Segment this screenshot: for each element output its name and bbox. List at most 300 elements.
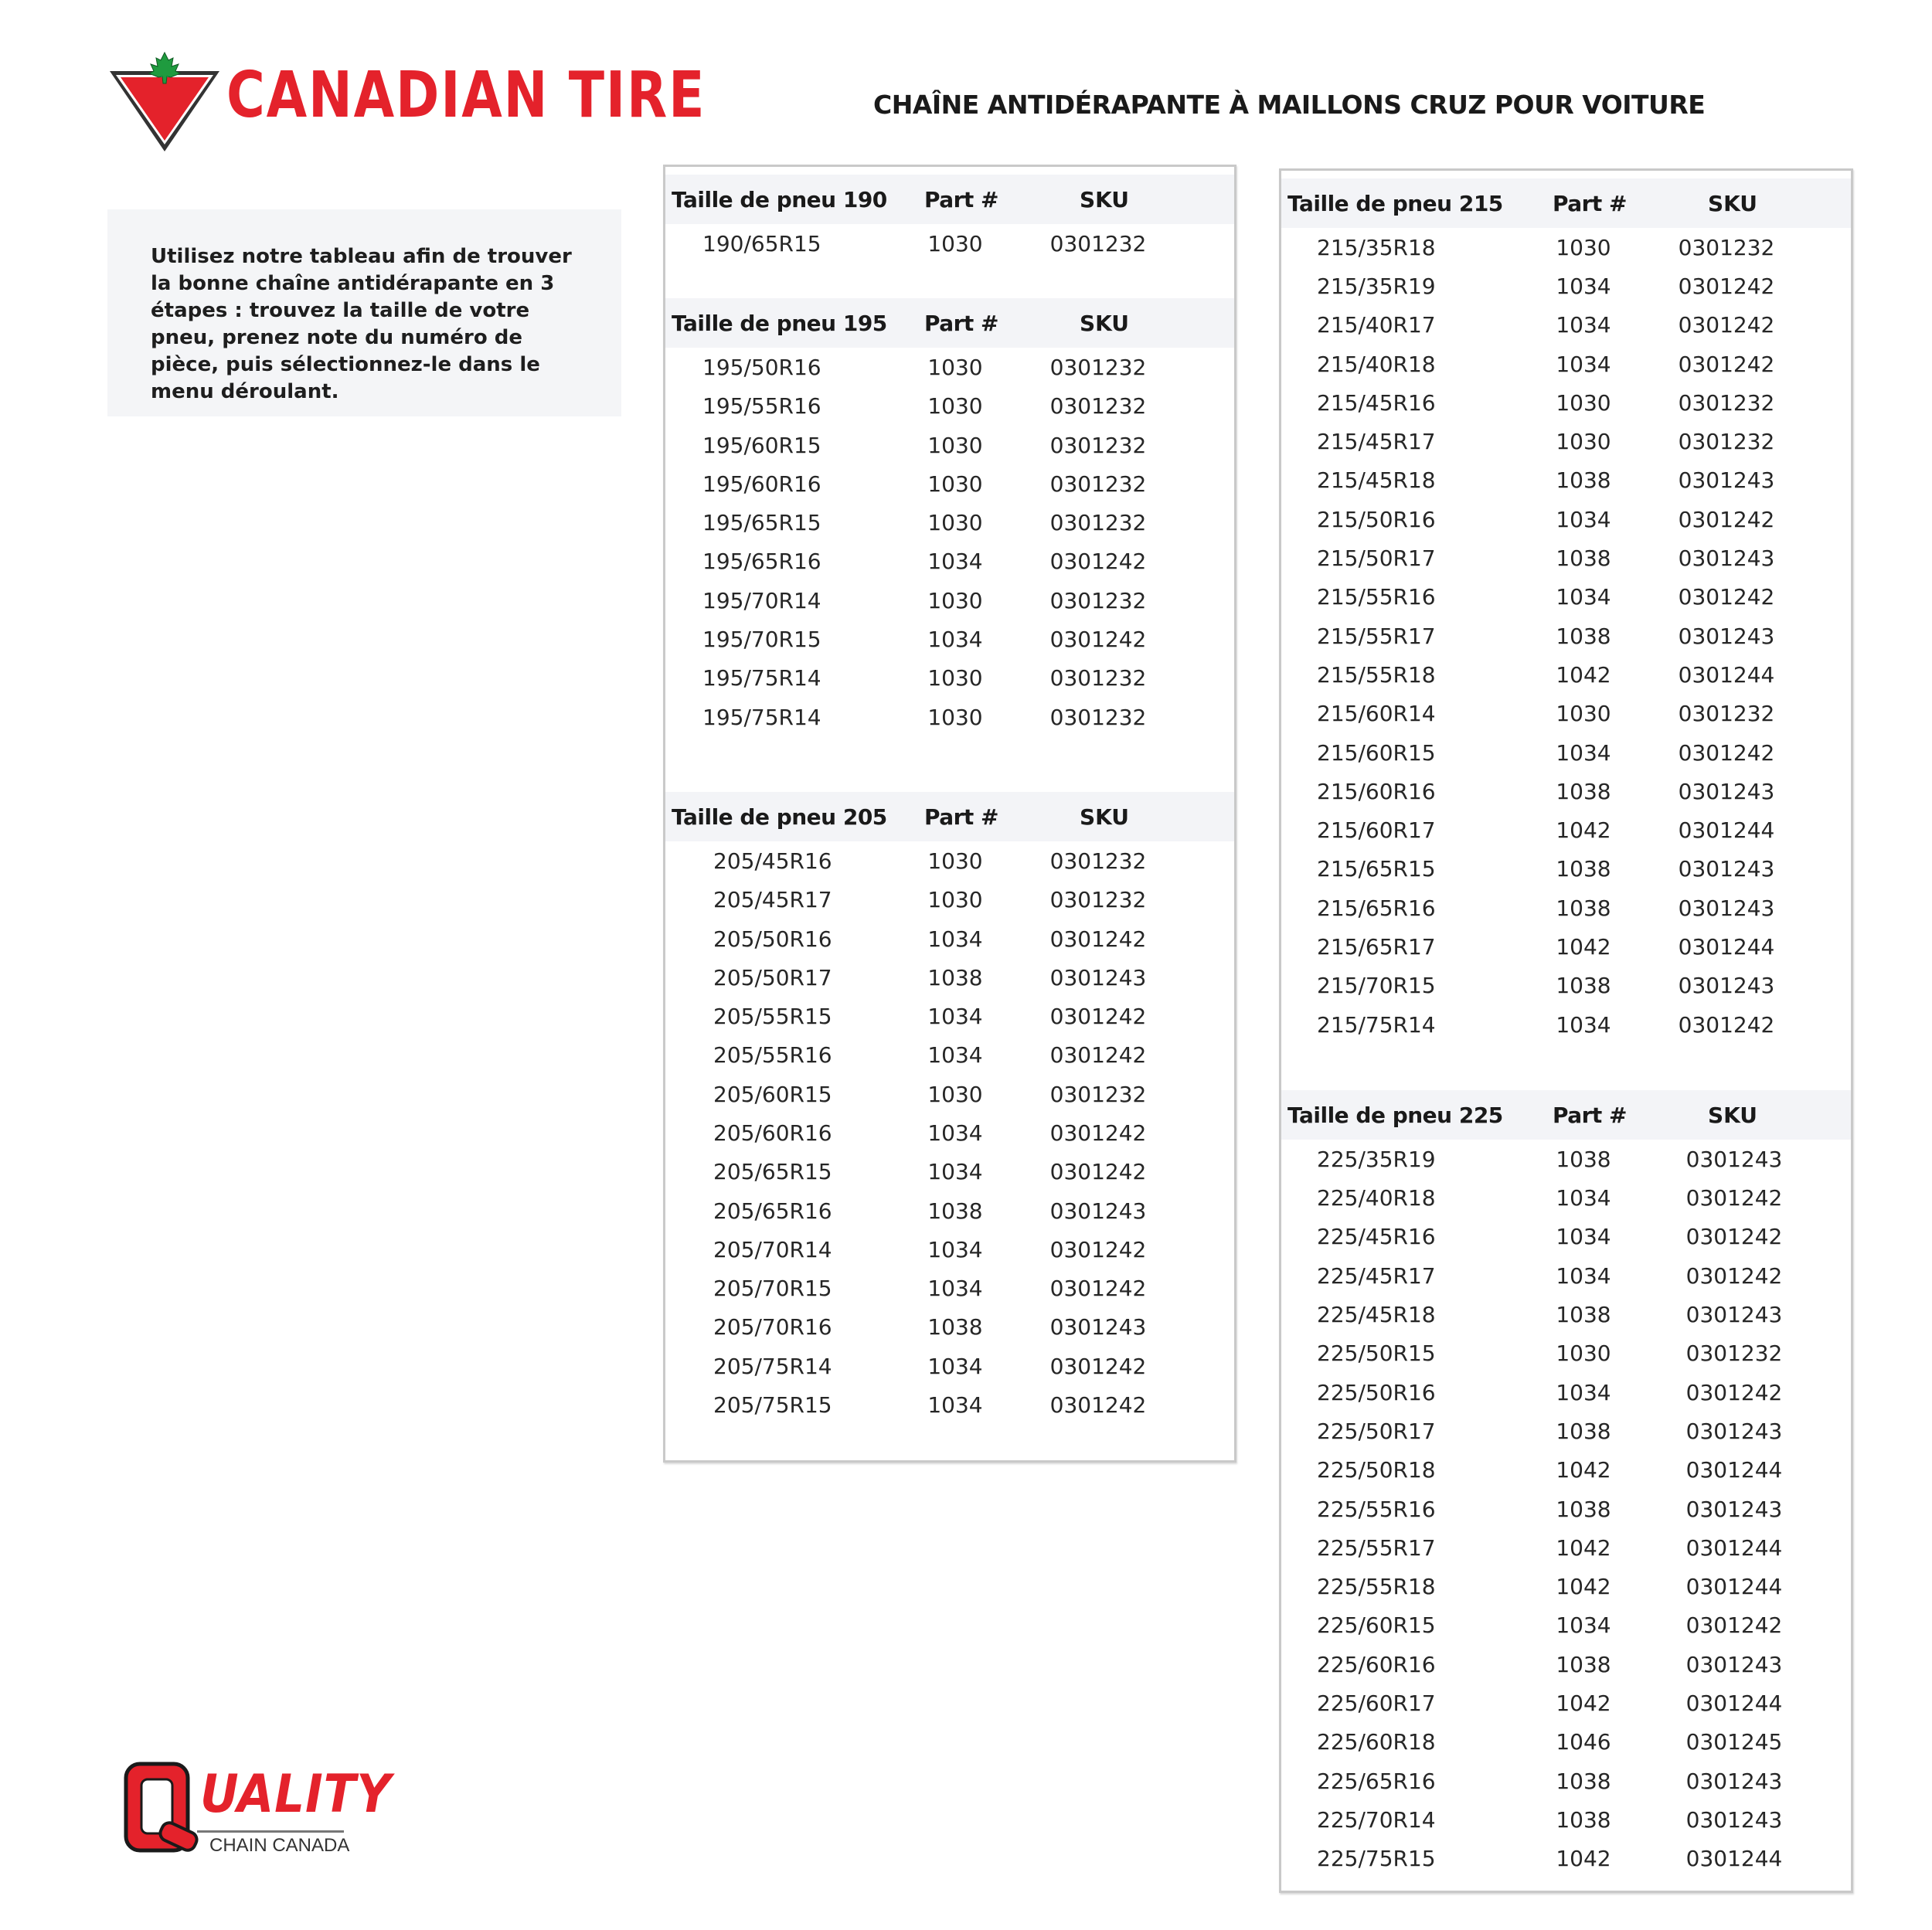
table-row bbox=[665, 1153, 1234, 1191]
table-row bbox=[1281, 1606, 1851, 1645]
part-number-cell: 1030 bbox=[927, 354, 983, 380]
part-number-cell: 1030 bbox=[927, 393, 983, 420]
part-number-cell: 1034 bbox=[927, 1392, 983, 1419]
sku-cell: 0301242 bbox=[1049, 627, 1147, 653]
part-number-cell: 1038 bbox=[1556, 778, 1611, 804]
sku-cell: 0301242 bbox=[1678, 506, 1775, 532]
tire-size-cell: 215/55R18 bbox=[1317, 661, 1436, 688]
sku-cell: 0301243 bbox=[1049, 1314, 1147, 1340]
sku-cell: 0301242 bbox=[1678, 312, 1775, 338]
part-number-cell: 1034 bbox=[927, 1159, 983, 1185]
tire-size-cell: 195/60R16 bbox=[702, 471, 821, 497]
column-header-part: Part # bbox=[923, 186, 999, 212]
sku-cell: 0301243 bbox=[1678, 467, 1775, 494]
table-row bbox=[1281, 967, 1851, 1005]
part-number-cell: 1038 bbox=[1556, 1651, 1611, 1677]
group-heading: Taille de pneu 195 bbox=[672, 310, 887, 336]
part-number-cell: 1034 bbox=[1556, 273, 1611, 299]
table-row bbox=[665, 1385, 1234, 1424]
table-row bbox=[1281, 306, 1851, 345]
column-header-sku: SKU bbox=[1079, 310, 1130, 336]
sku-cell: 0301232 bbox=[1049, 393, 1147, 420]
size-group-190 bbox=[665, 175, 1234, 263]
tire-size-cell: 225/40R18 bbox=[1317, 1185, 1436, 1211]
sku-cell: 0301232 bbox=[1049, 887, 1147, 913]
tire-size-cell: 205/60R15 bbox=[713, 1081, 832, 1107]
table-row bbox=[1281, 1412, 1851, 1450]
group-header bbox=[665, 175, 1234, 224]
table-row bbox=[665, 841, 1234, 880]
table-row bbox=[665, 1269, 1234, 1308]
tire-size-cell: 225/35R19 bbox=[1317, 1146, 1436, 1172]
tire-size-cell: 205/65R16 bbox=[713, 1198, 832, 1224]
table-row bbox=[1281, 1568, 1851, 1606]
part-number-cell: 1034 bbox=[927, 549, 983, 575]
part-number-cell: 1042 bbox=[1556, 1457, 1611, 1483]
sku-cell: 0301243 bbox=[1678, 856, 1775, 882]
tire-size-cell: 195/55R16 bbox=[702, 393, 821, 420]
part-number-cell: 1038 bbox=[1556, 545, 1611, 572]
sku-cell: 0301243 bbox=[1685, 1768, 1783, 1794]
table-row bbox=[665, 426, 1234, 464]
part-number-cell: 1034 bbox=[1556, 506, 1611, 532]
table-row bbox=[665, 1036, 1234, 1075]
sku-cell: 0301232 bbox=[1049, 510, 1147, 536]
column-header-part: Part # bbox=[923, 804, 999, 830]
tire-size-cell: 215/35R18 bbox=[1317, 234, 1436, 260]
part-number-cell: 1034 bbox=[1556, 1262, 1611, 1289]
sku-cell: 0301232 bbox=[1049, 230, 1147, 257]
table-row bbox=[665, 881, 1234, 919]
table-row bbox=[1281, 810, 1851, 849]
tire-size-cell: 215/55R17 bbox=[1317, 623, 1436, 649]
part-number-cell: 1030 bbox=[1556, 701, 1611, 727]
tire-size-cell: 205/45R16 bbox=[713, 848, 832, 874]
sku-cell: 0301232 bbox=[1678, 234, 1775, 260]
tire-size-cell: 195/75R14 bbox=[702, 665, 821, 691]
group-header bbox=[665, 792, 1234, 841]
group-heading: Taille de pneu 215 bbox=[1287, 190, 1503, 216]
part-number-cell: 1030 bbox=[927, 665, 983, 691]
table-row bbox=[1281, 1451, 1851, 1490]
tire-size-cell: 225/60R16 bbox=[1317, 1651, 1436, 1677]
part-number-cell: 1038 bbox=[927, 1198, 983, 1224]
canadian-tire-triangle-icon bbox=[107, 48, 223, 156]
sku-cell: 0301232 bbox=[1049, 704, 1147, 730]
table-row bbox=[1281, 345, 1851, 383]
sku-cell: 0301242 bbox=[1049, 1353, 1147, 1379]
part-number-cell: 1034 bbox=[1556, 1224, 1611, 1250]
part-number-cell: 1038 bbox=[1556, 1302, 1611, 1328]
sku-cell: 0301243 bbox=[1685, 1302, 1783, 1328]
sku-cell: 0301232 bbox=[1678, 701, 1775, 727]
table-row bbox=[1281, 1645, 1851, 1684]
column-header-sku: SKU bbox=[1079, 804, 1130, 830]
part-number-cell: 1038 bbox=[1556, 973, 1611, 999]
part-number-cell: 1042 bbox=[1556, 1690, 1611, 1717]
table-row bbox=[1281, 1218, 1851, 1256]
tire-size-cell: 225/50R17 bbox=[1317, 1418, 1436, 1444]
part-number-cell: 1034 bbox=[927, 1120, 983, 1146]
sku-cell: 0301232 bbox=[1678, 429, 1775, 455]
tire-size-cell: 215/45R18 bbox=[1317, 467, 1436, 494]
table-row bbox=[665, 620, 1234, 658]
tire-size-cell: 225/70R14 bbox=[1317, 1806, 1436, 1833]
tire-size-cell: 205/50R16 bbox=[713, 926, 832, 952]
sku-cell: 0301243 bbox=[1685, 1651, 1783, 1677]
column-header-part: Part # bbox=[1552, 190, 1628, 216]
part-number-cell: 1030 bbox=[927, 230, 983, 257]
size-table-right bbox=[1279, 168, 1853, 1893]
sku-cell: 0301244 bbox=[1678, 817, 1775, 844]
sku-cell: 0301244 bbox=[1678, 933, 1775, 960]
part-number-cell: 1030 bbox=[1556, 429, 1611, 455]
tire-size-cell: 215/60R14 bbox=[1317, 701, 1436, 727]
tire-size-cell: 225/45R16 bbox=[1317, 1224, 1436, 1250]
tire-size-cell: 195/70R14 bbox=[702, 587, 821, 613]
sku-cell: 0301242 bbox=[1049, 549, 1147, 575]
part-number-cell: 1038 bbox=[1556, 1146, 1611, 1172]
part-number-cell: 1038 bbox=[1556, 1418, 1611, 1444]
tire-size-cell: 195/70R15 bbox=[702, 627, 821, 653]
size-group-225 bbox=[1281, 1090, 1851, 1878]
part-number-cell: 1034 bbox=[1556, 1185, 1611, 1211]
part-number-cell: 1034 bbox=[927, 1042, 983, 1069]
tire-size-cell: 215/55R16 bbox=[1317, 584, 1436, 610]
sku-cell: 0301232 bbox=[1049, 1081, 1147, 1107]
table-row bbox=[1281, 850, 1851, 889]
sku-cell: 0301243 bbox=[1678, 778, 1775, 804]
table-row bbox=[1281, 1490, 1851, 1528]
tire-size-cell: 205/45R17 bbox=[713, 887, 832, 913]
tire-size-cell: 215/50R17 bbox=[1317, 545, 1436, 572]
table-row bbox=[1281, 695, 1851, 733]
sku-cell: 0301242 bbox=[1685, 1612, 1783, 1639]
sku-cell: 0301244 bbox=[1685, 1846, 1783, 1872]
tire-size-cell: 215/65R15 bbox=[1317, 856, 1436, 882]
tire-size-cell: 225/60R17 bbox=[1317, 1690, 1436, 1717]
table-row bbox=[1281, 927, 1851, 966]
tire-size-cell: 205/55R15 bbox=[713, 1004, 832, 1030]
sku-cell: 0301242 bbox=[1049, 1042, 1147, 1069]
table-row bbox=[1281, 422, 1851, 460]
part-number-cell: 1042 bbox=[1556, 1534, 1611, 1561]
table-row bbox=[1281, 539, 1851, 577]
table-row bbox=[665, 503, 1234, 542]
tire-size-cell: 205/50R17 bbox=[713, 964, 832, 990]
sku-cell: 0301242 bbox=[1685, 1379, 1783, 1405]
quality-divider bbox=[197, 1830, 344, 1833]
tire-size-cell: 205/70R16 bbox=[713, 1314, 832, 1340]
table-row bbox=[1281, 1528, 1851, 1567]
size-group-205 bbox=[665, 792, 1234, 1424]
table-row bbox=[1281, 500, 1851, 539]
part-number-cell: 1034 bbox=[1556, 584, 1611, 610]
tire-size-cell: 225/45R17 bbox=[1317, 1262, 1436, 1289]
table-row bbox=[665, 581, 1234, 620]
table-row bbox=[665, 1230, 1234, 1269]
table-row bbox=[1281, 1334, 1851, 1373]
tire-size-cell: 215/65R16 bbox=[1317, 895, 1436, 921]
part-number-cell: 1030 bbox=[927, 1081, 983, 1107]
table-row bbox=[1281, 1295, 1851, 1334]
table-row bbox=[665, 542, 1234, 581]
tire-size-cell: 215/65R17 bbox=[1317, 933, 1436, 960]
sku-cell: 0301242 bbox=[1049, 1236, 1147, 1262]
table-row bbox=[665, 1347, 1234, 1385]
part-number-cell: 1038 bbox=[927, 1314, 983, 1340]
tire-size-cell: 215/35R19 bbox=[1317, 273, 1436, 299]
table-row bbox=[1281, 1723, 1851, 1762]
column-header-sku: SKU bbox=[1707, 190, 1758, 216]
instructions-text: Utilisez notre tableau afin de trouver la bonne chaîne antidérapante en 3 étapes : trouvez la taille de votre pneu, prenez note du numéro de pièce, puis sélectionnez-le dans le menu déroulant. bbox=[151, 245, 572, 403]
part-number-cell: 1038 bbox=[1556, 1768, 1611, 1794]
tire-size-cell: 225/50R16 bbox=[1317, 1379, 1436, 1405]
table-row bbox=[665, 958, 1234, 997]
size-table-left bbox=[663, 165, 1236, 1463]
part-number-cell: 1046 bbox=[1556, 1729, 1611, 1755]
tire-size-cell: 215/40R17 bbox=[1317, 312, 1436, 338]
tire-size-cell: 225/60R18 bbox=[1317, 1729, 1436, 1755]
sku-cell: 0301232 bbox=[1049, 848, 1147, 874]
table-row bbox=[1281, 383, 1851, 422]
sku-cell: 0301243 bbox=[1049, 1198, 1147, 1224]
tire-size-cell: 205/75R14 bbox=[713, 1353, 832, 1379]
part-number-cell: 1038 bbox=[1556, 856, 1611, 882]
quality-chain-logo bbox=[120, 1758, 392, 1866]
part-number-cell: 1034 bbox=[1556, 739, 1611, 766]
part-number-cell: 1030 bbox=[927, 471, 983, 497]
part-number-cell: 1038 bbox=[1556, 1496, 1611, 1522]
tire-size-cell: 215/45R17 bbox=[1317, 429, 1436, 455]
table-row bbox=[665, 464, 1234, 503]
table-row bbox=[1281, 461, 1851, 500]
table-row bbox=[1281, 772, 1851, 810]
sku-cell: 0301244 bbox=[1685, 1574, 1783, 1600]
part-number-cell: 1034 bbox=[1556, 1612, 1611, 1639]
sku-cell: 0301242 bbox=[1049, 1004, 1147, 1030]
part-number-cell: 1042 bbox=[1556, 661, 1611, 688]
tire-size-cell: 225/55R17 bbox=[1317, 1534, 1436, 1561]
sku-cell: 0301243 bbox=[1685, 1146, 1783, 1172]
chain-link-q-icon bbox=[120, 1758, 205, 1866]
tire-size-cell: 195/50R16 bbox=[702, 354, 821, 380]
part-number-cell: 1034 bbox=[927, 1236, 983, 1262]
sku-cell: 0301232 bbox=[1049, 471, 1147, 497]
tire-size-cell: 205/60R16 bbox=[713, 1120, 832, 1146]
sku-cell: 0301242 bbox=[1049, 1120, 1147, 1146]
part-number-cell: 1030 bbox=[927, 432, 983, 458]
tire-size-cell: 195/65R16 bbox=[702, 549, 821, 575]
quality-tagline: CHAIN CANADA bbox=[209, 1835, 350, 1856]
sku-cell: 0301244 bbox=[1685, 1690, 1783, 1717]
tire-size-cell: 225/50R15 bbox=[1317, 1340, 1436, 1367]
instructions-box bbox=[107, 209, 621, 416]
sku-cell: 0301243 bbox=[1685, 1418, 1783, 1444]
table-row bbox=[665, 224, 1234, 263]
sku-cell: 0301243 bbox=[1678, 545, 1775, 572]
table-row bbox=[665, 1308, 1234, 1347]
sku-cell: 0301242 bbox=[1678, 584, 1775, 610]
sku-cell: 0301242 bbox=[1685, 1224, 1783, 1250]
part-number-cell: 1034 bbox=[1556, 1379, 1611, 1405]
sku-cell: 0301243 bbox=[1049, 964, 1147, 990]
table-row bbox=[665, 1191, 1234, 1230]
part-number-cell: 1030 bbox=[927, 848, 983, 874]
tire-size-cell: 195/75R14 bbox=[702, 704, 821, 730]
group-heading: Taille de pneu 225 bbox=[1287, 1102, 1503, 1128]
sku-cell: 0301232 bbox=[1049, 587, 1147, 613]
tire-size-cell: 190/65R15 bbox=[702, 230, 821, 257]
sku-cell: 0301244 bbox=[1685, 1457, 1783, 1483]
part-number-cell: 1034 bbox=[927, 926, 983, 952]
tire-size-cell: 195/65R15 bbox=[702, 510, 821, 536]
sku-cell: 0301244 bbox=[1685, 1534, 1783, 1561]
sku-cell: 0301242 bbox=[1049, 1159, 1147, 1185]
part-number-cell: 1038 bbox=[1556, 623, 1611, 649]
sku-cell: 0301232 bbox=[1685, 1340, 1783, 1367]
sku-cell: 0301232 bbox=[1049, 665, 1147, 691]
tire-size-cell: 215/70R15 bbox=[1317, 973, 1436, 999]
size-group-195 bbox=[665, 298, 1234, 736]
part-number-cell: 1034 bbox=[927, 627, 983, 653]
table-row bbox=[1281, 1800, 1851, 1839]
table-row bbox=[1281, 733, 1851, 772]
sku-cell: 0301242 bbox=[1685, 1185, 1783, 1211]
table-row bbox=[1281, 578, 1851, 617]
part-number-cell: 1030 bbox=[1556, 1340, 1611, 1367]
sku-cell: 0301243 bbox=[1678, 973, 1775, 999]
sku-cell: 0301243 bbox=[1685, 1496, 1783, 1522]
sku-cell: 0301232 bbox=[1049, 354, 1147, 380]
tire-size-cell: 195/60R15 bbox=[702, 432, 821, 458]
sku-cell: 0301243 bbox=[1678, 623, 1775, 649]
page-title: CHAÎNE ANTIDÉRAPANTE À MAILLONS CRUZ POUR VOITURE bbox=[873, 90, 1706, 120]
table-row bbox=[665, 348, 1234, 386]
part-number-cell: 1034 bbox=[1556, 312, 1611, 338]
tire-size-cell: 225/55R18 bbox=[1317, 1574, 1436, 1600]
table-row bbox=[665, 387, 1234, 426]
table-row bbox=[1281, 617, 1851, 655]
table-row bbox=[665, 698, 1234, 736]
table-row bbox=[1281, 228, 1851, 267]
tire-size-cell: 215/40R18 bbox=[1317, 351, 1436, 377]
tire-size-cell: 205/70R15 bbox=[713, 1276, 832, 1302]
tire-size-cell: 225/75R15 bbox=[1317, 1846, 1436, 1872]
part-number-cell: 1034 bbox=[1556, 1011, 1611, 1038]
group-header bbox=[1281, 1090, 1851, 1140]
part-number-cell: 1034 bbox=[1556, 351, 1611, 377]
tire-size-cell: 225/55R16 bbox=[1317, 1496, 1436, 1522]
group-heading: Taille de pneu 190 bbox=[672, 186, 887, 212]
sku-cell: 0301242 bbox=[1678, 1011, 1775, 1038]
table-row bbox=[1281, 1140, 1851, 1178]
tire-size-cell: 205/70R14 bbox=[713, 1236, 832, 1262]
part-number-cell: 1042 bbox=[1556, 817, 1611, 844]
part-number-cell: 1030 bbox=[927, 587, 983, 613]
part-number-cell: 1030 bbox=[927, 704, 983, 730]
canadian-tire-logo bbox=[107, 48, 706, 156]
group-heading: Taille de pneu 205 bbox=[672, 804, 887, 830]
part-number-cell: 1030 bbox=[927, 510, 983, 536]
tire-size-cell: 205/75R15 bbox=[713, 1392, 832, 1419]
part-number-cell: 1038 bbox=[1556, 1806, 1611, 1833]
quality-wordmark: UALITY bbox=[200, 1764, 392, 1825]
column-header-sku: SKU bbox=[1079, 186, 1130, 212]
part-number-cell: 1030 bbox=[1556, 234, 1611, 260]
sku-cell: 0301242 bbox=[1678, 273, 1775, 299]
group-header bbox=[665, 298, 1234, 348]
sku-cell: 0301232 bbox=[1678, 389, 1775, 416]
tire-size-cell: 215/45R16 bbox=[1317, 389, 1436, 416]
size-group-215 bbox=[1281, 178, 1851, 1044]
sku-cell: 0301242 bbox=[1049, 926, 1147, 952]
part-number-cell: 1034 bbox=[927, 1353, 983, 1379]
table-row bbox=[1281, 1373, 1851, 1412]
tire-size-cell: 215/60R17 bbox=[1317, 817, 1436, 844]
sku-cell: 0301242 bbox=[1678, 739, 1775, 766]
group-header bbox=[1281, 178, 1851, 228]
sku-cell: 0301243 bbox=[1685, 1806, 1783, 1833]
sku-cell: 0301242 bbox=[1049, 1392, 1147, 1419]
part-number-cell: 1042 bbox=[1556, 1846, 1611, 1872]
tire-size-cell: 225/65R16 bbox=[1317, 1768, 1436, 1794]
tire-size-cell: 225/50R18 bbox=[1317, 1457, 1436, 1483]
tire-size-cell: 205/55R16 bbox=[713, 1042, 832, 1069]
sku-cell: 0301245 bbox=[1685, 1729, 1783, 1755]
part-number-cell: 1042 bbox=[1556, 933, 1611, 960]
sku-cell: 0301242 bbox=[1678, 351, 1775, 377]
table-row bbox=[1281, 1684, 1851, 1722]
table-row bbox=[1281, 1762, 1851, 1800]
table-row bbox=[665, 997, 1234, 1035]
column-header-part: Part # bbox=[1552, 1102, 1628, 1128]
table-row bbox=[665, 1075, 1234, 1113]
table-row bbox=[1281, 1179, 1851, 1218]
sku-cell: 0301242 bbox=[1685, 1262, 1783, 1289]
table-row bbox=[1281, 889, 1851, 927]
part-number-cell: 1038 bbox=[1556, 895, 1611, 921]
column-header-part: Part # bbox=[923, 310, 999, 336]
table-row bbox=[665, 919, 1234, 958]
table-row bbox=[665, 659, 1234, 698]
table-row bbox=[1281, 1256, 1851, 1295]
tire-size-cell: 215/60R16 bbox=[1317, 778, 1436, 804]
part-number-cell: 1038 bbox=[927, 964, 983, 990]
column-header-sku: SKU bbox=[1707, 1102, 1758, 1128]
tire-size-cell: 225/45R18 bbox=[1317, 1302, 1436, 1328]
part-number-cell: 1034 bbox=[927, 1276, 983, 1302]
sku-cell: 0301244 bbox=[1678, 661, 1775, 688]
part-number-cell: 1030 bbox=[927, 887, 983, 913]
table-row bbox=[1281, 655, 1851, 694]
table-row bbox=[665, 1113, 1234, 1152]
sku-cell: 0301242 bbox=[1049, 1276, 1147, 1302]
part-number-cell: 1034 bbox=[927, 1004, 983, 1030]
tire-size-cell: 215/50R16 bbox=[1317, 506, 1436, 532]
sku-cell: 0301243 bbox=[1678, 895, 1775, 921]
part-number-cell: 1038 bbox=[1556, 467, 1611, 494]
sku-cell: 0301232 bbox=[1049, 432, 1147, 458]
table-row bbox=[1281, 1840, 1851, 1878]
tire-size-cell: 215/75R14 bbox=[1317, 1011, 1436, 1038]
table-row bbox=[1281, 267, 1851, 305]
tire-size-cell: 205/65R15 bbox=[713, 1159, 832, 1185]
table-row bbox=[1281, 1005, 1851, 1044]
part-number-cell: 1042 bbox=[1556, 1574, 1611, 1600]
tire-size-cell: 225/60R15 bbox=[1317, 1612, 1436, 1639]
tire-size-cell: 215/60R15 bbox=[1317, 739, 1436, 766]
